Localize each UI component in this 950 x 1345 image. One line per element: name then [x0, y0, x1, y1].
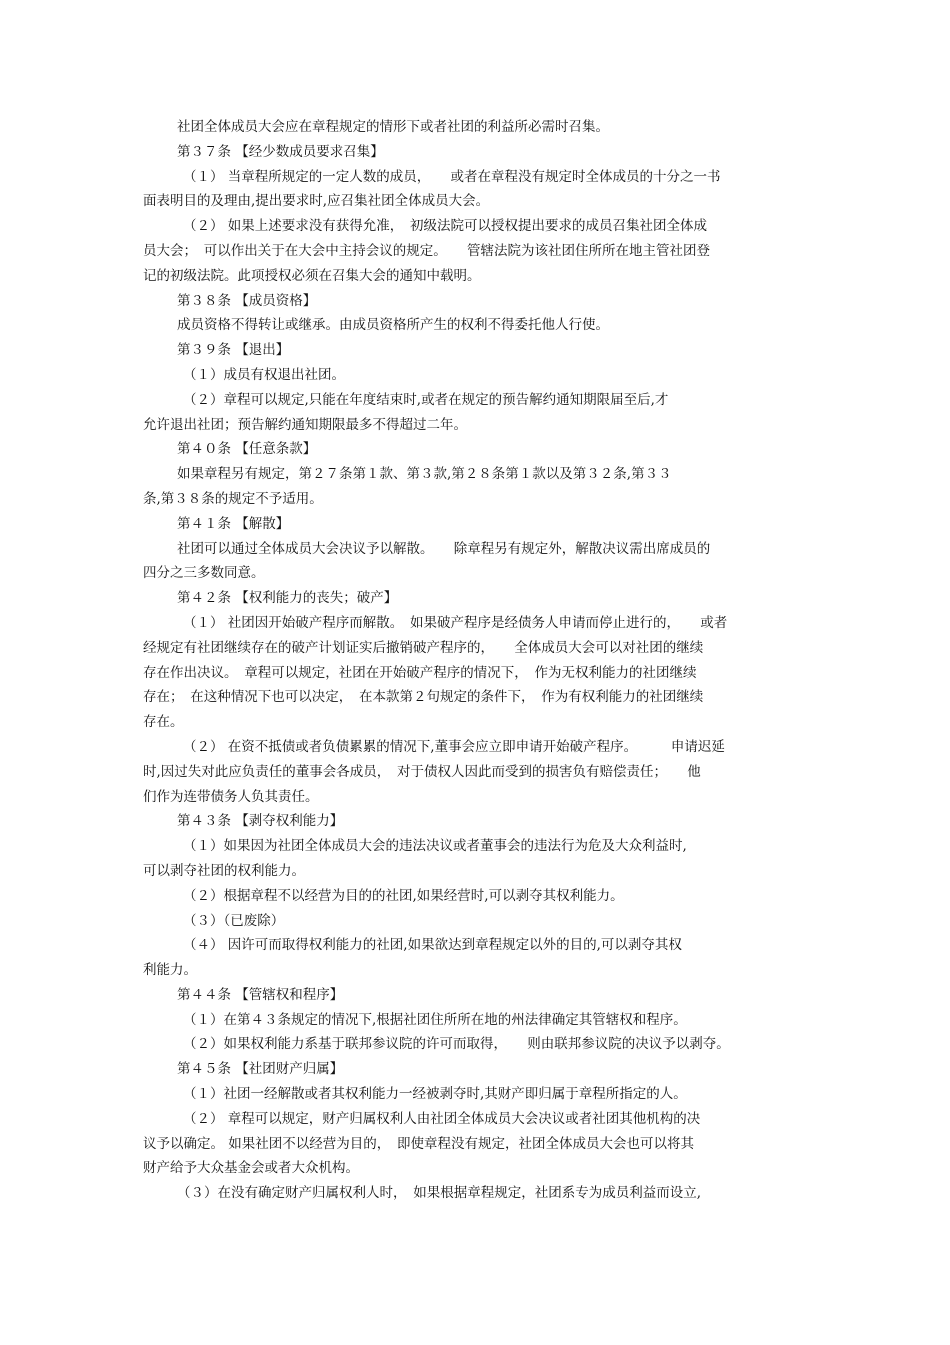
text-line: 存在作出决议。 章程可以规定，社团在开始破产程序的情况下， 作为无权利能力的社团继续 — [143, 664, 697, 681]
article-heading: 第３８条 【成员资格】 — [177, 292, 317, 309]
text-line: 如果章程另有规定，第２７条第１款、第３款,第２８条第１款以及第３２条,第３３ — [177, 466, 672, 483]
text-line: （１）成员有权退出社团。 — [183, 366, 345, 383]
text-line: （１） 当章程所规定的一定人数的成员， 或者在章程没有规定时全体成员的十分之一书 — [183, 168, 721, 185]
text-line: 条,第３８条的规定不予适用。 — [143, 490, 323, 507]
article-heading: 第４４条 【管辖权和程序】 — [177, 986, 344, 1003]
text-line: （４） 因许可而取得权利能力的社团,如果欲达到章程规定以外的目的,可以剥夺其权 — [183, 937, 682, 954]
text-line: 记的初级法院。此项授权必须在召集大会的通知中载明。 — [143, 267, 481, 284]
text-line: 们作为连带债务人负其责任。 — [143, 788, 319, 805]
text-line: （２） 章程可以规定，财产归属权利人由社团全体成员大会决议或者社团其他机构的决 — [183, 1110, 701, 1127]
text-line: 面表明目的及理由,提出要求时,应召集社团全体成员大会。 — [143, 193, 490, 210]
text-line: （２）根据章程不以经营为目的的社团,如果经营时,可以剥夺其权利能力。 — [183, 887, 624, 904]
article-heading: 第３７条 【经少数成员要求召集】 — [177, 143, 384, 160]
text-line: 经规定有社团继续存在的破产计划证实后撤销破产程序的， 全体成员大会可以对社团的继续 — [143, 639, 704, 656]
text-line: （１）如果因为社团全体成员大会的违法决议或者董事会的违法行为危及大众利益时, — [183, 838, 687, 855]
article-heading: 第４０条 【任意条款】 — [177, 441, 317, 458]
text-line: （１）在第４３条规定的情况下,根据社团住所所在地的州法律确定其管辖权和程序。 — [183, 1011, 687, 1028]
text-line: 员大会； 可以作出关于在大会中主持会议的规定。 管辖法院为该社团住所所在地主管社团登 — [143, 242, 710, 259]
text-line: （２） 在资不抵债或者负债累累的情况下,董事会应立即申请开始破产程序。 申请迟延 — [183, 738, 725, 755]
text-line: 允许退出社团；预告解约通知期限最多不得超过二年。 — [143, 416, 467, 433]
document-body — [143, 115, 793, 1206]
text-line: （１）社团一经解散或者其权利能力一经被剥夺时,其财产即归属于章程所指定的人。 — [183, 1086, 687, 1103]
text-line: 成员资格不得转让或继承。由成员资格所产生的权利不得委托他人行使。 — [177, 317, 609, 334]
text-line: （３）在没有确定财产归属权利人时， 如果根据章程规定，社团系专为成员利益而设立, — [177, 1185, 702, 1202]
text-line: 议予以确定。 如果社团不以经营为目的， 即使章程没有规定，社团全体成员大会也可以将其 — [143, 1135, 695, 1152]
text-line: 四分之三多数同意。 — [143, 565, 265, 582]
text-line: 存在。 — [143, 714, 184, 731]
text-line: 社团可以通过全体成员大会决议予以解散。 除章程另有规定外，解散决议需出席成员的 — [177, 540, 711, 557]
text-line: 时,因过失对此应负责任的董事会各成员， 对于债权人因此而受到的损害负有赔偿责任； 他 — [143, 763, 701, 780]
article-heading: 第４２条 【权利能力的丧失；破产】 — [177, 590, 398, 607]
text-line: 财产给予大众基金会或者大众机构。 — [143, 1160, 359, 1177]
text-line: （２）章程可以规定,只能在年度结束时,或者在规定的预告解约通知期限届至后,才 — [183, 391, 669, 408]
text-line: （２） 如果上述要求没有获得允准， 初级法院可以授权提出要求的成员召集社团全体成 — [183, 218, 708, 235]
text-line: （３）（已废除） — [183, 912, 285, 929]
text-line: 利能力。 — [143, 962, 197, 979]
article-heading: 第３９条 【退出】 — [177, 342, 290, 359]
text-line: 社团全体成员大会应在章程规定的情形下或者社团的利益所必需时召集。 — [177, 119, 609, 135]
article-heading: 第４１条 【解散】 — [177, 515, 290, 532]
article-heading: 第４３条 【剥夺权利能力】 — [177, 813, 344, 830]
text-line: （１） 社团因开始破产程序而解散。 如果破产程序是经债务人申请而停止进行的， 或者 — [183, 614, 728, 631]
text-line: （２）如果权利能力系基于联邦参议院的许可而取得， 则由联邦参议院的决议予以剥夺。 — [183, 1036, 730, 1053]
article-heading: 第４５条 【社团财产归属】 — [177, 1061, 344, 1078]
text-line: 存在； 在这种情况下也可以决定， 在本款第２句规定的条件下， 作为有权利能力的社团继续 — [143, 689, 704, 706]
text-line: 可以剥夺社团的权利能力。 — [143, 862, 305, 879]
